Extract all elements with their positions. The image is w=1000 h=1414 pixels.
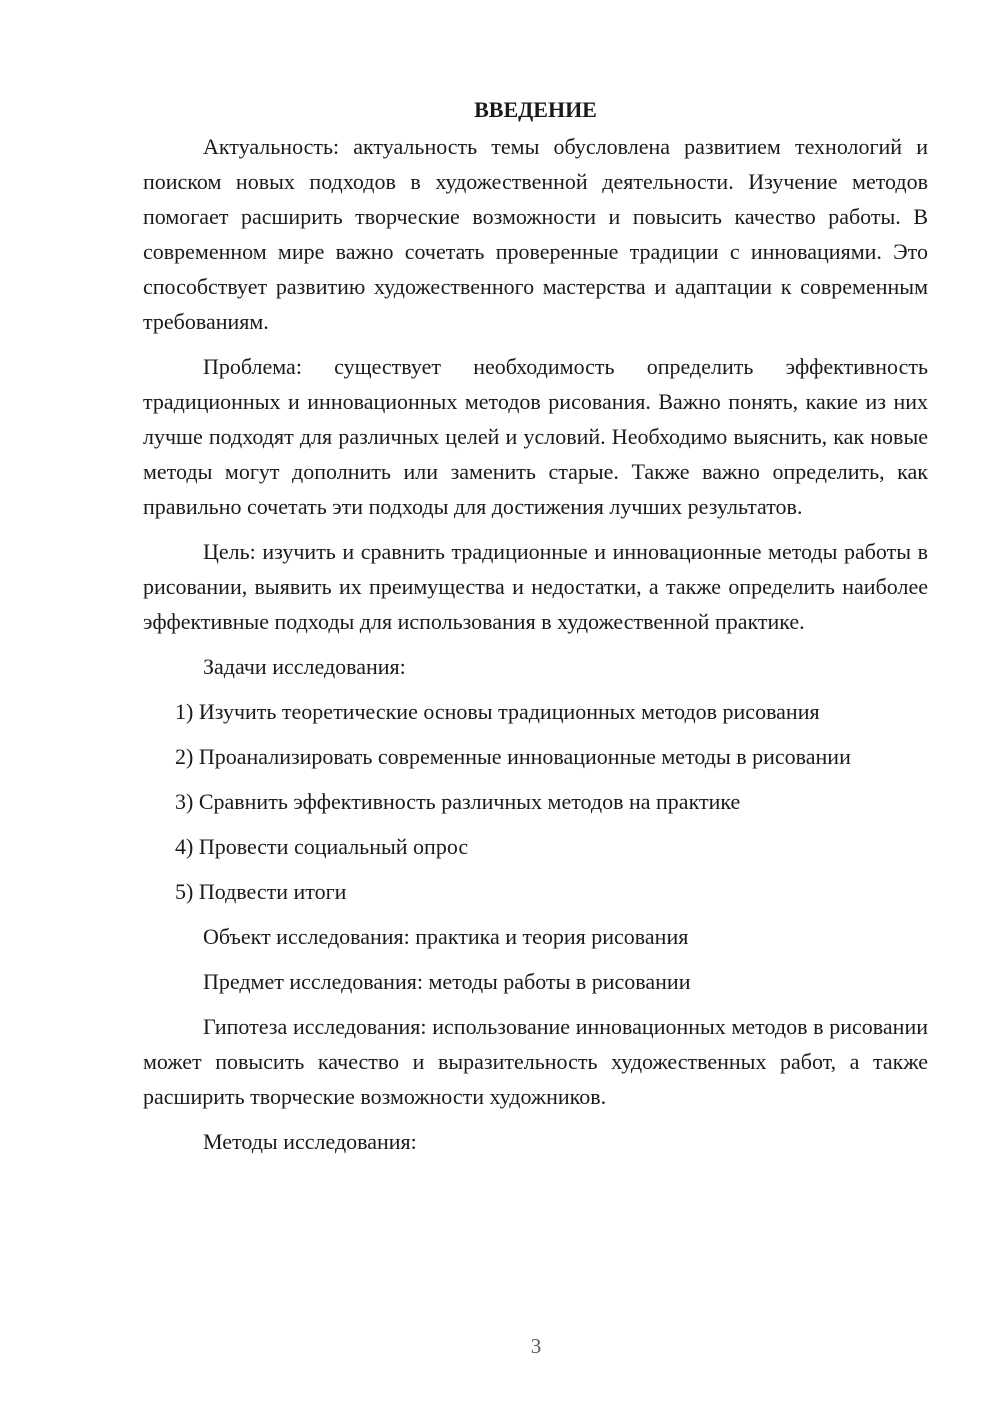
- task-item-4: 4) Провести социальный опрос: [175, 834, 469, 859]
- research-hypothesis: Гипотеза исследования: использование инновационных методов в рисовании может повысить качество и выразительность художественных работ, а также расширить творческие возможности художников.: [143, 1014, 928, 1109]
- task-item-5: 5) Подвести итоги: [175, 879, 347, 904]
- paragraph-relevance: Актуальность: актуальность темы обусловлена развитием технологий и поиском новых подходов в художественной деятельности. Изучение методов помогает расширить творческие возможности и повысить качество работы. В современном мире важно сочетать проверенные традиции с инновациями. Это способствует развитию художественного мастерства и адаптации к современным требованиям.: [143, 134, 928, 334]
- research-subject: Предмет исследования: методы работы в рисовании: [203, 969, 691, 994]
- page-title: ВВЕДЕНИЕ: [474, 97, 597, 122]
- task-item-1: 1) Изучить теоретические основы традиционных методов рисования: [175, 699, 820, 724]
- task-item-2: 2) Проанализировать современные инновационные методы в рисовании: [175, 744, 851, 769]
- paragraph-problem: Проблема: существует необходимость определить эффективность традиционных и инновационных методов рисования. Важно понять, какие из них лучше подходят для различных целей и условий. Необходимо выяснить, как новые методы могут дополнить или заменить старые. Также важно определить, как правильно сочетать эти подходы для достижения лучших результатов.: [143, 354, 928, 519]
- paragraph-goal: Цель: изучить и сравнить традиционные и инновационные методы работы в рисовании, выявить их преимущества и недостатки, а также определить наиболее эффективные подходы для использования в художественной практике.: [143, 539, 928, 634]
- research-object: Объект исследования: практика и теория рисования: [203, 924, 689, 949]
- task-item-3: 3) Сравнить эффективность различных методов на практике: [175, 789, 741, 814]
- tasks-heading: Задачи исследования:: [203, 654, 406, 679]
- methods-heading: Методы исследования:: [203, 1129, 417, 1154]
- page-number: 3: [530, 1334, 542, 1358]
- page-content: [143, 92, 928, 1169]
